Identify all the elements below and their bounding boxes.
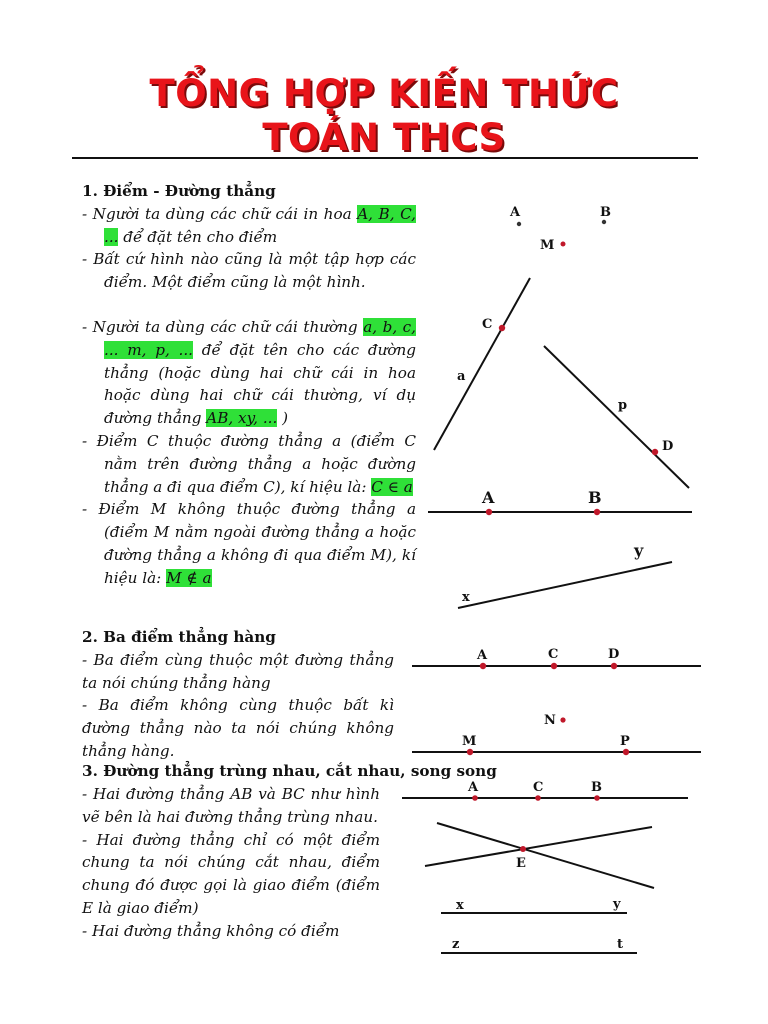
s1-bullet-2: - Bất cứ hình nào cũng là một tập hợp các điểm. Một điểm cũng là một hình. <box>82 250 416 292</box>
s2-bullet-1: - Ba điểm cùng thuộc một đường thẳng ta nói chúng thẳng hàng <box>82 650 394 692</box>
point-C <box>499 325 505 331</box>
label-D: D <box>608 647 620 662</box>
label-B: B <box>591 780 602 795</box>
point-C <box>551 663 557 669</box>
label-C: C <box>548 647 559 662</box>
label-M: M <box>462 734 477 749</box>
point-D <box>652 449 658 455</box>
figure-line-relations <box>402 780 688 953</box>
s1-bullet-4: - Điểm C thuộc đường thẳng a (điểm C nằm trên đường thẳng a hoặc đường thẳng a đi qua điểm C), kí hiệu là: C ∈ a <box>82 431 416 496</box>
section-2-heading: 2. Ba điểm thẳng hàng <box>82 628 276 646</box>
point-N <box>560 717 565 722</box>
s1-bullet-5: - Điểm M không thuộc đường thẳng a (điểm M nằm ngoài đường thẳng a hoặc đường thẳng a không đi qua điểm M), kí hiệu là: M ∉ a <box>82 500 416 587</box>
point-A <box>486 509 492 515</box>
s1-bullet-3: - Người ta dùng các chữ cái thường a, b, c, ... m, p, ... để đặt tên cho các đường thẳng (hoặc dùng hai chữ cái in hoa hoặc dùng hai chữ cái thường, ví dụ đường thẳng AB, xy, ... ) <box>82 317 417 428</box>
label-x: x <box>456 898 464 913</box>
point-P <box>623 749 629 755</box>
section-3-heading: 3. Đường thẳng trùng nhau, cắt nhau, song song <box>82 762 497 780</box>
point-D <box>611 663 617 669</box>
label-x: x <box>462 590 470 605</box>
point-C <box>535 795 541 801</box>
label-A: A <box>477 648 488 663</box>
point-E <box>520 846 526 852</box>
label-t: t <box>617 937 624 952</box>
highlight-uppercase-letters: A, B, C, ... <box>104 204 416 246</box>
point-M <box>561 242 566 247</box>
figure-line-xy <box>458 541 672 608</box>
label-y: y <box>634 541 644 560</box>
highlight-belongs-symbol: C ∈ a <box>371 477 413 496</box>
point-B <box>594 509 600 515</box>
figure-line-AB <box>428 488 692 515</box>
label-A: A <box>510 205 521 220</box>
figure-collinear <box>412 647 701 755</box>
figure-points <box>509 205 611 253</box>
s3-bullet-3: - Hai đường thẳng không có điểm <box>82 921 340 940</box>
point-A <box>517 222 521 226</box>
label-D: D <box>662 439 674 454</box>
label-E: E <box>516 856 526 871</box>
label-y: y <box>613 897 621 912</box>
highlight-line-names: AB, xy, ... <box>206 409 278 428</box>
point-B <box>594 795 600 801</box>
line-a <box>434 278 530 450</box>
highlight-not-belongs-symbol: M ∉ a <box>166 568 212 587</box>
label-C: C <box>533 780 544 795</box>
label-B: B <box>588 488 602 507</box>
label-C: C <box>482 317 493 332</box>
label-B: B <box>600 205 611 220</box>
label-N: N <box>544 713 556 728</box>
label-p: p <box>618 398 628 413</box>
page-title-line2: TOÁN THCS <box>262 116 506 159</box>
point-M <box>467 749 473 755</box>
label-A: A <box>468 780 479 795</box>
s3-bullet-1: - Hai đường thẳng AB và BC như hình vẽ bên là hai đường thẳng trùng nhau. <box>82 785 380 826</box>
line-xy <box>458 562 672 608</box>
point-B <box>602 220 606 224</box>
line-p <box>544 346 689 488</box>
highlight-lowercase-letters: a, b, c, ... m, p, ... <box>104 317 417 359</box>
s3-bullet-2: - Hai đường thẳng chỉ có một điểm chung ta nói chúng cắt nhau, điểm chung đó được gọi là giao điểm (điểm E là giao điểm) <box>82 830 380 917</box>
label-P: P <box>620 734 630 749</box>
line-cross-2 <box>425 827 652 866</box>
point-A <box>480 663 486 669</box>
figure-lines-a-p <box>434 278 689 488</box>
label-A: A <box>482 488 495 507</box>
point-A <box>472 795 478 801</box>
label-M: M <box>540 238 555 253</box>
s2-bullet-2: - Ba điểm không cùng thuộc bất kì đường thẳng nào ta nói chúng không thẳng hàng. <box>82 696 394 760</box>
label-z: z <box>452 937 460 952</box>
s1-bullet-1: - Người ta dùng các chữ cái in hoa A, B, C, ... để đặt tên cho điểm <box>82 204 416 246</box>
label-a: a <box>457 369 466 384</box>
section-1-heading: 1. Điểm - Đường thẳng <box>82 182 276 200</box>
page-title-line1: TỔNG HỢP KIẾN THỨC <box>149 72 619 115</box>
